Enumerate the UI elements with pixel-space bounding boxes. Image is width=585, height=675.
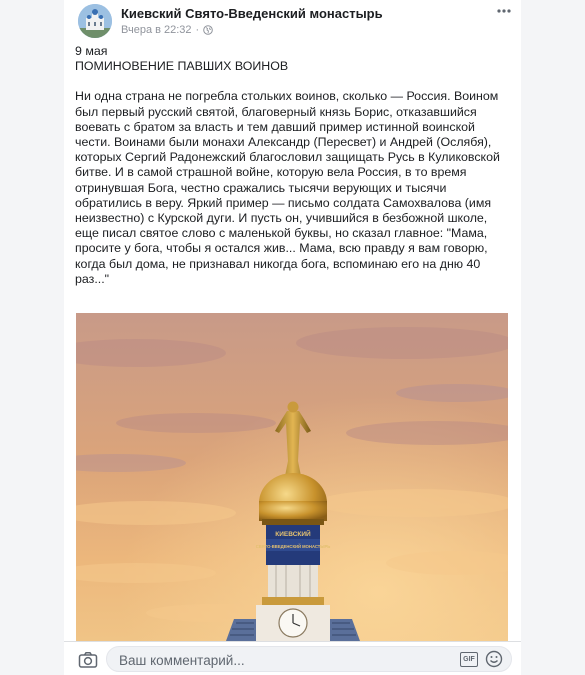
post-body: Ни одна страна не погребла стольких воинов, сколько — Россия. Воином был первый русский святой, благоверный князь Борис, отказавшийся воевать с братом за власть и тем давший пример истинной воинской чести. Воинами были монахи Александр (Пересвет) и Андрей (Ослябя), которых Сергий Радонежский благословил защищать Русь в Куликовской битве. И в самой страшной войне, которую вела Россия, в то время отринувшая Бога, честно сражались тысячи верующих и тысячи обратились в веру. Яркий пример — письмо солдата Самохвалова (имя неизвестно) с Курской дуги. И пусть он, учившийся в безбожной школе, еще писал святое слово с маленькой буквы, но сказал главное: "Мама, просите у бога, чтобы я остался жив... Мама, всю правду я вам говорю, когда был дома, не признавал никогда бога, вспоминаю его на дню 40 раз..." bbox=[75, 89, 500, 286]
banner-line-2: СВЯТО-ВВЕДЕНСКИЙ МОНАСТЫРЬ bbox=[255, 544, 331, 549]
more-dots-icon[interactable] bbox=[497, 4, 511, 21]
emoji-icon[interactable] bbox=[485, 650, 503, 668]
post-meta bbox=[121, 24, 213, 36]
post-time[interactable]: Вчера в 22:32 bbox=[121, 24, 192, 36]
post-photo[interactable] bbox=[76, 313, 508, 641]
camera-icon[interactable] bbox=[78, 651, 98, 669]
post-date: 9 мая bbox=[75, 44, 108, 58]
gif-button[interactable]: GIF bbox=[460, 652, 478, 667]
banner-line-1: КИЕВСКИЙ bbox=[275, 531, 311, 538]
comment-bar bbox=[64, 641, 521, 675]
right-margin bbox=[521, 0, 585, 675]
post-card bbox=[64, 0, 521, 675]
post-heading: ПОМИНОВЕНИЕ ПАВШИХ ВОИНОВ bbox=[75, 59, 289, 74]
post-text bbox=[75, 44, 505, 287]
post-header bbox=[64, 0, 521, 44]
page-name-link[interactable]: Киевский Свято-Введенский монастырь bbox=[121, 6, 383, 21]
globe-icon bbox=[203, 25, 213, 35]
meta-separator: · bbox=[195, 24, 200, 36]
page-avatar[interactable] bbox=[78, 4, 112, 38]
comment-input-box[interactable] bbox=[106, 646, 512, 672]
left-margin bbox=[0, 0, 64, 675]
comment-input[interactable] bbox=[117, 650, 451, 670]
